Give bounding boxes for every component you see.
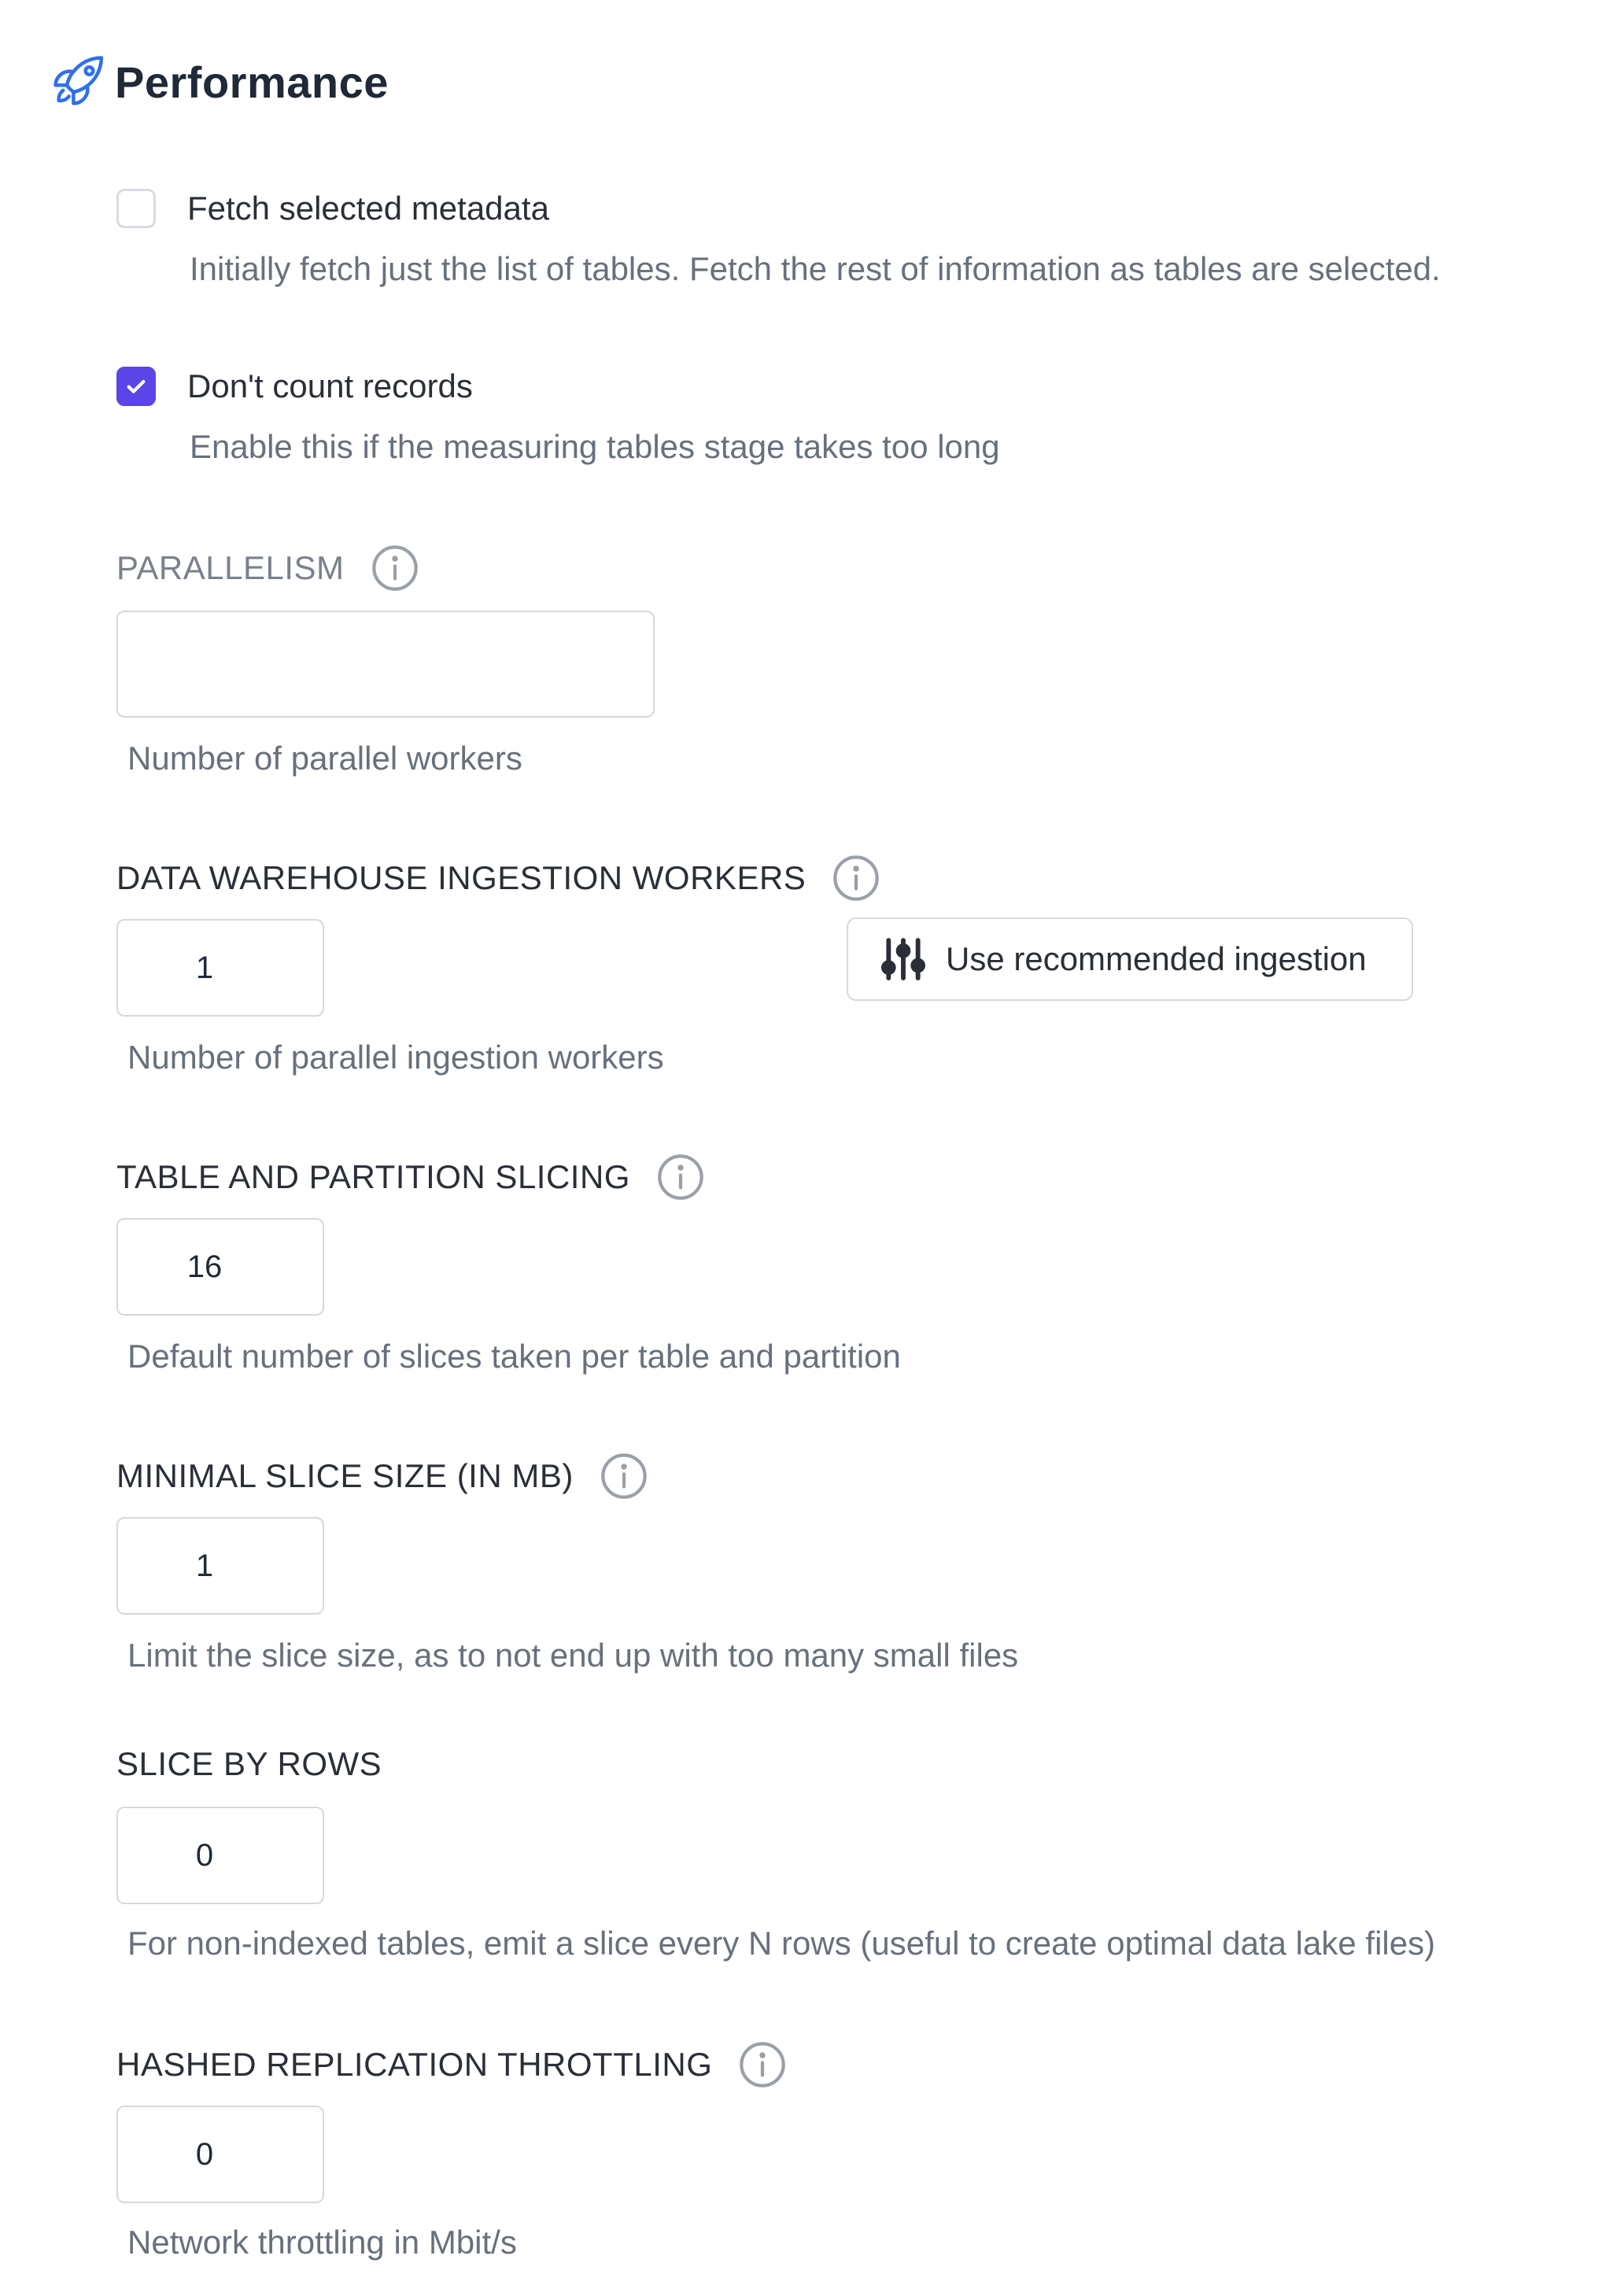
slice-rows-help: For non-indexed tables, emit a slice every N rows (useful to create optimal data lake files) <box>127 1925 1436 1962</box>
section-title: Performance <box>115 57 389 107</box>
parallelism-help: Number of parallel workers <box>127 740 522 777</box>
dont-count-checkbox[interactable] <box>116 367 156 406</box>
section-header <box>50 52 389 113</box>
info-icon[interactable] <box>370 543 420 593</box>
dont-count-description: Enable this if the measuring tables stage takes too long <box>190 428 1000 465</box>
ingestion-workers-help: Number of parallel ingestion workers <box>127 1039 664 1076</box>
use-recommended-ingestion-button[interactable] <box>847 917 1413 1001</box>
slice-rows-label <box>116 1745 382 1783</box>
throttling-help: Network throttling in Mbit/s <box>127 2224 517 2261</box>
fetch-selected-label: Fetch selected metadata <box>187 190 549 227</box>
min-slice-input[interactable] <box>116 1517 324 1615</box>
fetch-selected-option[interactable] <box>116 189 549 228</box>
min-slice-help: Limit the slice size, as to not end up with too many small files <box>127 1637 1019 1674</box>
info-icon[interactable] <box>599 1451 649 1501</box>
info-icon[interactable] <box>831 853 881 903</box>
slicing-help: Default number of slices taken per table and partition <box>127 1338 901 1375</box>
slicing-input[interactable] <box>116 1218 324 1316</box>
use-recommended-ingestion-label: Use recommended ingestion <box>946 940 1367 977</box>
slicing-label <box>116 1152 706 1202</box>
parallelism-label-text: PARALLELISM <box>116 549 345 586</box>
slicing-label-text: TABLE AND PARTITION SLICING <box>116 1158 630 1195</box>
dont-count-label: Don't count records <box>187 367 473 404</box>
ingestion-workers-input[interactable] <box>116 919 324 1017</box>
slice-rows-input[interactable] <box>116 1807 324 1904</box>
slice-rows-label-text: SLICE BY ROWS <box>116 1745 382 1782</box>
parallelism-input[interactable] <box>116 611 655 718</box>
sliders-icon <box>878 934 928 984</box>
parallelism-label <box>116 543 420 593</box>
info-icon[interactable] <box>737 2040 788 2090</box>
info-icon[interactable] <box>655 1152 706 1202</box>
fetch-selected-checkbox[interactable] <box>116 189 156 228</box>
dont-count-option[interactable] <box>116 367 473 406</box>
throttling-label <box>116 2040 788 2090</box>
min-slice-label-text: MINIMAL SLICE SIZE (IN MB) <box>116 1457 574 1494</box>
rocket-icon <box>50 52 107 113</box>
fetch-selected-description: Initially fetch just the list of tables. Fetch the rest of information as tables are selected. <box>190 250 1441 287</box>
min-slice-label <box>116 1451 649 1501</box>
throttling-label-text: HASHED REPLICATION THROTTLING <box>116 2046 713 2083</box>
checkmark-icon <box>124 374 149 399</box>
ingestion-workers-label <box>116 853 881 903</box>
ingestion-workers-label-text: DATA WAREHOUSE INGESTION WORKERS <box>116 859 806 896</box>
throttling-input[interactable] <box>116 2106 324 2203</box>
